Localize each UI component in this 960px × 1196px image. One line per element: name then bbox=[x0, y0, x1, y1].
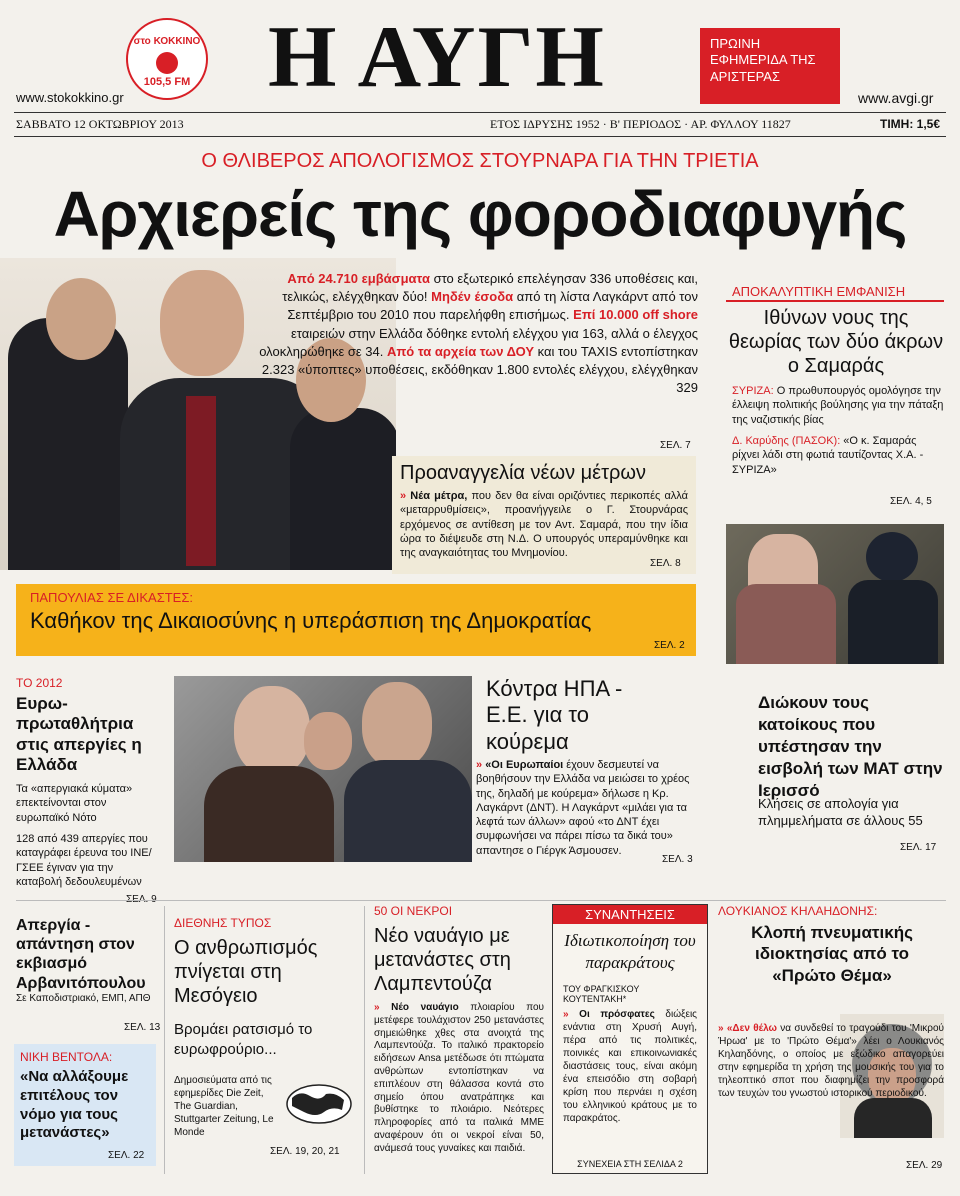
lampedusa-bold: Νέο ναυάγιο bbox=[391, 1002, 459, 1013]
press-headline: Ο ανθρωπισμός πνίγεται στη Μεσόγειο bbox=[174, 937, 318, 1007]
meetings-continued[interactable]: ΣΥΝΕΧΕΙΑ ΣΤΗ ΣΕΛΙΔΑ 2 bbox=[577, 1159, 683, 1169]
measures-page-ref[interactable]: ΣΕΛ. 8 bbox=[650, 558, 681, 569]
lead-text-1: στο εξωτερικό επελέγησαν 336 υποθέσεις και, τελικώς, ελέγχθηκαν δύο! bbox=[282, 271, 698, 305]
ventola-quote: «Να αλλάξουμε επιτέλους τον νόμο για τους μετανάστες» bbox=[20, 1068, 129, 1142]
ventola-kicker: ΝΙΚΗ ΒΕΝΤΟΛΑ: bbox=[20, 1050, 113, 1064]
lead-text-3: εταιρειών στην Ελλάδα δόθηκε εντολή ελέγχου για 163, αλλά ο έλεγχος ολοκληρώθηκε σε 34. bbox=[259, 325, 698, 359]
measures-box bbox=[392, 456, 696, 574]
meetings-kicker: ΣΥΝΑΝΤΗΣΕΙΣ bbox=[553, 905, 707, 924]
chevron-icon: » bbox=[563, 1009, 569, 1021]
samaras-syriza-bold: ΣΥΡΙΖΑ: bbox=[732, 385, 774, 397]
slogan: ΠΡΩΙΝΗ ΕΦΗΜΕΡΙΔΑ ΤΗΣ ΑΡΙΣΤΕΡΑΣ bbox=[710, 36, 816, 84]
lampedusa-headline: Νέο ναυάγιο με μετανάστες στη Λαμπεντούζα bbox=[374, 925, 511, 995]
samaras-pasok-bold: Δ. Καρύδης (ΠΑΣΟΚ): bbox=[732, 435, 841, 447]
chevron-icon: » bbox=[718, 1023, 724, 1034]
slogan-box bbox=[700, 28, 840, 104]
lead-headline: Αρχιερείς της φοροδιαφυγής bbox=[53, 178, 907, 250]
imf-page-ref[interactable]: ΣΕΛ. 3 bbox=[662, 854, 693, 865]
kilandonis-bold: «Δεν θέλω bbox=[726, 1023, 778, 1034]
imf-body bbox=[476, 758, 698, 858]
lead-hl-4: Από τα αρχεία των ΔΟΥ bbox=[386, 343, 535, 359]
masthead bbox=[0, 0, 960, 140]
chevron-icon: » bbox=[476, 759, 483, 771]
lead-body bbox=[244, 270, 698, 397]
imf-text: έχουν δεσμευτεί να βοηθήσουν την Ελλάδα να μειώσει το χρέος της, δηλαδή με κούρεμα» δήλωσε η Κρ. Λαγκάρντ (ΔΝΤ). Η Λαγκάρντ «μιλάει για τα λεφτά των άλλων» αφού «το ΔΝΤ έχει συμφωνήσει να πάρει πίσω τα δικά του» απαντησε ο Γιέργκ Άσμουσεν. bbox=[476, 759, 690, 857]
samaras-syriza bbox=[732, 384, 944, 427]
lead-hl-1: Από 24.710 εμβάσματα bbox=[287, 271, 430, 286]
meetings-body bbox=[553, 1004, 707, 1129]
globe-icon bbox=[286, 1084, 352, 1124]
lead-hl-3: Επί 10.000 off shore bbox=[573, 307, 698, 323]
papoulias-headline: Καθήκον της Δικαιοσύνης η υπεράσπιση της Δημοκρατίας bbox=[30, 608, 592, 633]
kilandonis-text: να συνδεθεί το τραγούδι του 'Μικρού Ήρωα' με το 'Πρώτο Θέμα'» λέει ο Λουκιανός Κηλαηδόνης, ο οποίος με εξώδικο απαγορεύει στην εφημερίδα τη χρήση της μουσικής του για το τηλεοπτικό σποτ που διαφημίζει την προσφορά των τευχών του γνωστού ιστορικού περιοδικού. bbox=[718, 1023, 945, 1099]
lead-page-ref[interactable]: ΣΕΛ. 7 bbox=[660, 440, 691, 451]
samaras-syriza-text: Ο πρωθυπουργός ομολόγησε την έλλειψη πολιτικής βούλησης για την πάταξη της ναζιστικής βίας bbox=[732, 385, 944, 426]
left-url[interactable]: www.stokokkino.gr bbox=[16, 90, 124, 105]
lightbulb-icon bbox=[156, 52, 178, 74]
chevron-icon: » bbox=[374, 1002, 380, 1013]
radio-logo-freq: 105,5 FM bbox=[143, 76, 191, 88]
issue-info: ΕΤΟΣ ΙΔΡΥΣΗΣ 1952 · Β' ΠΕΡΙΟΔΟΣ · ΑΡ. ΦΥΛΛΟΥ 11827 bbox=[490, 117, 791, 131]
kilandonis-body bbox=[718, 1022, 944, 1100]
samaras-pasok bbox=[732, 434, 944, 477]
arvanitopoulos-headline: Απεργία - απάντηση στον εκβιασμό Αρβανιτόπουλου bbox=[16, 917, 146, 992]
arvanitopoulos-sub: Σε Καποδιστριακό, ΕΜΠ, ΑΠΘ bbox=[16, 993, 151, 1004]
imf-photo bbox=[174, 676, 472, 862]
ierissos-headline: Διώκουν τους κατοίκους που υπέστησαν την εισβολή των ΜΑΤ στην Ιερισσό bbox=[758, 693, 943, 801]
ventola-box bbox=[14, 1044, 156, 1166]
meetings-author: ΤΟΥ ΦΡΑΓΚΙΣΚΟΥ ΚΟΥΤΕΝΤΑΚΗ* bbox=[563, 984, 640, 1005]
samaras-headline: Ιθύνων νους της θεωρίας των δύο άκρων ο Σαμαράς bbox=[728, 307, 944, 377]
radio-logo-top: στο ΚΟΚΚΙΝΟ bbox=[133, 36, 201, 47]
measures-headline: Προαναγγελία νέων μέτρων bbox=[400, 462, 646, 484]
issue-date: ΣΑΒΒΑΤΟ 12 ΟΚΤΩΒΡΙΟΥ 2013 bbox=[16, 117, 184, 131]
lampedusa-body bbox=[374, 1002, 544, 1156]
lead-text-2: από τη λίστα Λαγκάρντ από τον Σεπτέμβριο του 2010 που παρελήφθη επισήμως. bbox=[287, 289, 698, 323]
ierissos-sub: Κλήσεις σε απολογία για πλημμελήματα σε άλλους 55 bbox=[758, 796, 923, 828]
press-page-ref[interactable]: ΣΕΛ. 19, 20, 21 bbox=[270, 1146, 340, 1157]
strikes-kicker: ΤΟ 2012 bbox=[16, 676, 63, 690]
strikes-p2: 128 από 439 απεργίες που καταγράφει έρευνα του ΙΝΕ/ΓΣΕΕ έγιναν για την καταβολή δεδουλευμένων bbox=[16, 833, 152, 888]
lead-hl-2: Μηδέν έσοδα bbox=[431, 289, 514, 305]
arvanitopoulos-page-ref[interactable]: ΣΕΛ. 13 bbox=[124, 1022, 161, 1033]
radio-logo bbox=[126, 18, 208, 100]
meetings-bold: Οι πρόσφατες bbox=[579, 1009, 655, 1021]
meetings-headline: Ιδιωτικοποίηση του παρακράτους bbox=[564, 931, 696, 973]
measures-body bbox=[400, 489, 688, 560]
chevron-icon: » bbox=[400, 490, 407, 502]
samaras-kicker: ΑΠΟΚΑΛΥΠΤΙΚΗ ΕΜΦΑΝΙΣΗ bbox=[732, 284, 906, 299]
ventola-page-ref[interactable]: ΣΕΛ. 22 bbox=[108, 1150, 145, 1161]
ierissos-photo bbox=[726, 524, 944, 664]
kilandonis-kicker: ΛΟΥΚΙΑΝΟΣ ΚΗΛΑΗΔΟΝΗΣ: bbox=[718, 904, 878, 918]
papoulias-banner bbox=[16, 584, 696, 656]
press-body: Δημοσιεύματα από τις εφημερίδες Die Zeit, The Guardian, Stuttgarter Zeitung, Le Monde bbox=[174, 1075, 274, 1138]
press-kicker: ΔΙΕΘΝΗΣ ΤΥΠΟΣ bbox=[174, 916, 272, 930]
masthead-title: Η ΑΥΓΗ bbox=[268, 9, 606, 106]
lead-kicker: Ο ΘΛΙΒΕΡΟΣ ΑΠΟΛΟΓΙΣΜΟΣ ΣΤΟΥΡΝΑΡΑ ΓΙΑ ΤΗΝ ΤΡΙΕΤΙΑ bbox=[201, 150, 759, 172]
samaras-pasok-text: «Ο κ. Σαμαράς ρίχνει λάδι στη φωτιά ταυτίζοντας Χ.Α. - ΣΥΡΙΖΑ» bbox=[732, 435, 924, 476]
strikes-headline: Ευρω-πρωταθλήτρια στις απεργίες η Ελλάδα bbox=[16, 694, 142, 775]
lead-text-4: και του TAXIS εντοπίστηκαν 2.323 «ύποπτες» υποθέσεις, εκδόθηκαν 1.800 εντολές ελέγχου, ελέγχθηκαν 329 bbox=[261, 343, 698, 396]
price: ΤΙΜΗ: 1,5€ bbox=[880, 117, 941, 131]
imf-headline: Κόντρα ΗΠΑ - Ε.Ε. για το κούρεμα bbox=[486, 676, 623, 754]
kilandonis-headline: Κλοπή πνευματικής ιδιοκτησίας από το «Πρώτο Θέμα» bbox=[751, 923, 913, 985]
meetings-box bbox=[552, 904, 708, 1174]
samaras-page-ref[interactable]: ΣΕΛ. 4, 5 bbox=[890, 496, 932, 507]
ierissos-page-ref[interactable]: ΣΕΛ. 17 bbox=[900, 842, 937, 853]
strikes-p1: Τα «απεργιακά κύματα» επεκτείνονται στον ευρωπαϊκό Νότο bbox=[16, 783, 133, 824]
press-sub: Βρομάει ρατσισμό το ευρωφρούριο... bbox=[174, 1021, 313, 1058]
meetings-text: διώξεις ενάντια στη Χρυσή Αυγή, πέρα από τις πολιτικές, ποινικές και επικοινωνιακές διαστάσεις τους, είναι ακόμη ένα επεισόδιο στη σοβαρή κρίση που περνάει η σχέση του ελληνικού κράτους με το παρακράτος. bbox=[563, 1009, 697, 1125]
kilandonis-page-ref[interactable]: ΣΕΛ. 29 bbox=[906, 1160, 943, 1171]
papoulias-kicker: ΠΑΠΟΥΛΙΑΣ ΣΕ ΔΙΚΑΣΤΕΣ: bbox=[30, 590, 193, 605]
papoulias-page-ref[interactable]: ΣΕΛ. 2 bbox=[654, 640, 685, 651]
measures-text: που δεν θα είναι οριζόντιες περικοπές αλλά «μεταρρυθμίσεις», προανήγγειλε ο Γ. Στουρνάρας ερχόμενος σε αντίθεση με τον Αντ. Σαμαρά, που την ίδια ώρα το διέψευδε στη Ν.Δ. Ο υπουργός υπεραμύνθηκε και της αναγκαιότητας του Μνημονίου. bbox=[400, 490, 689, 560]
right-url[interactable]: www.avgi.gr bbox=[858, 90, 934, 106]
lampedusa-kicker: 50 ΟΙ ΝΕΚΡΟΙ bbox=[374, 904, 453, 918]
measures-bold: Νέα μέτρα, bbox=[410, 490, 468, 502]
imf-bold: «Οι Ευρωπαίοι bbox=[485, 759, 564, 771]
lampedusa-text: πλοιαρίου που μετέφερε τουλάχιστον 250 μετανάστες σημειώθηκε χθες στα ανοιχτά της Λαμπεντούζα. Το ιταλικό πρακτορείο ειδήσεων Ansa μετέδωσε ότι πτώματα ανθρώπων εντοπίστηκαν να επιπλέουν στη θάλασσα κοντά στο σημείο όπου ανατράπηκε και βυθίστηκε το πλοιάριο. Νεότερες πληροφορίες από τα ιταλικά ΜΜΕ αναφέρουν ότι οι νεκροί είναι 50, ανάμεσά τους γυναίκες και παιδιά. bbox=[374, 1002, 544, 1154]
